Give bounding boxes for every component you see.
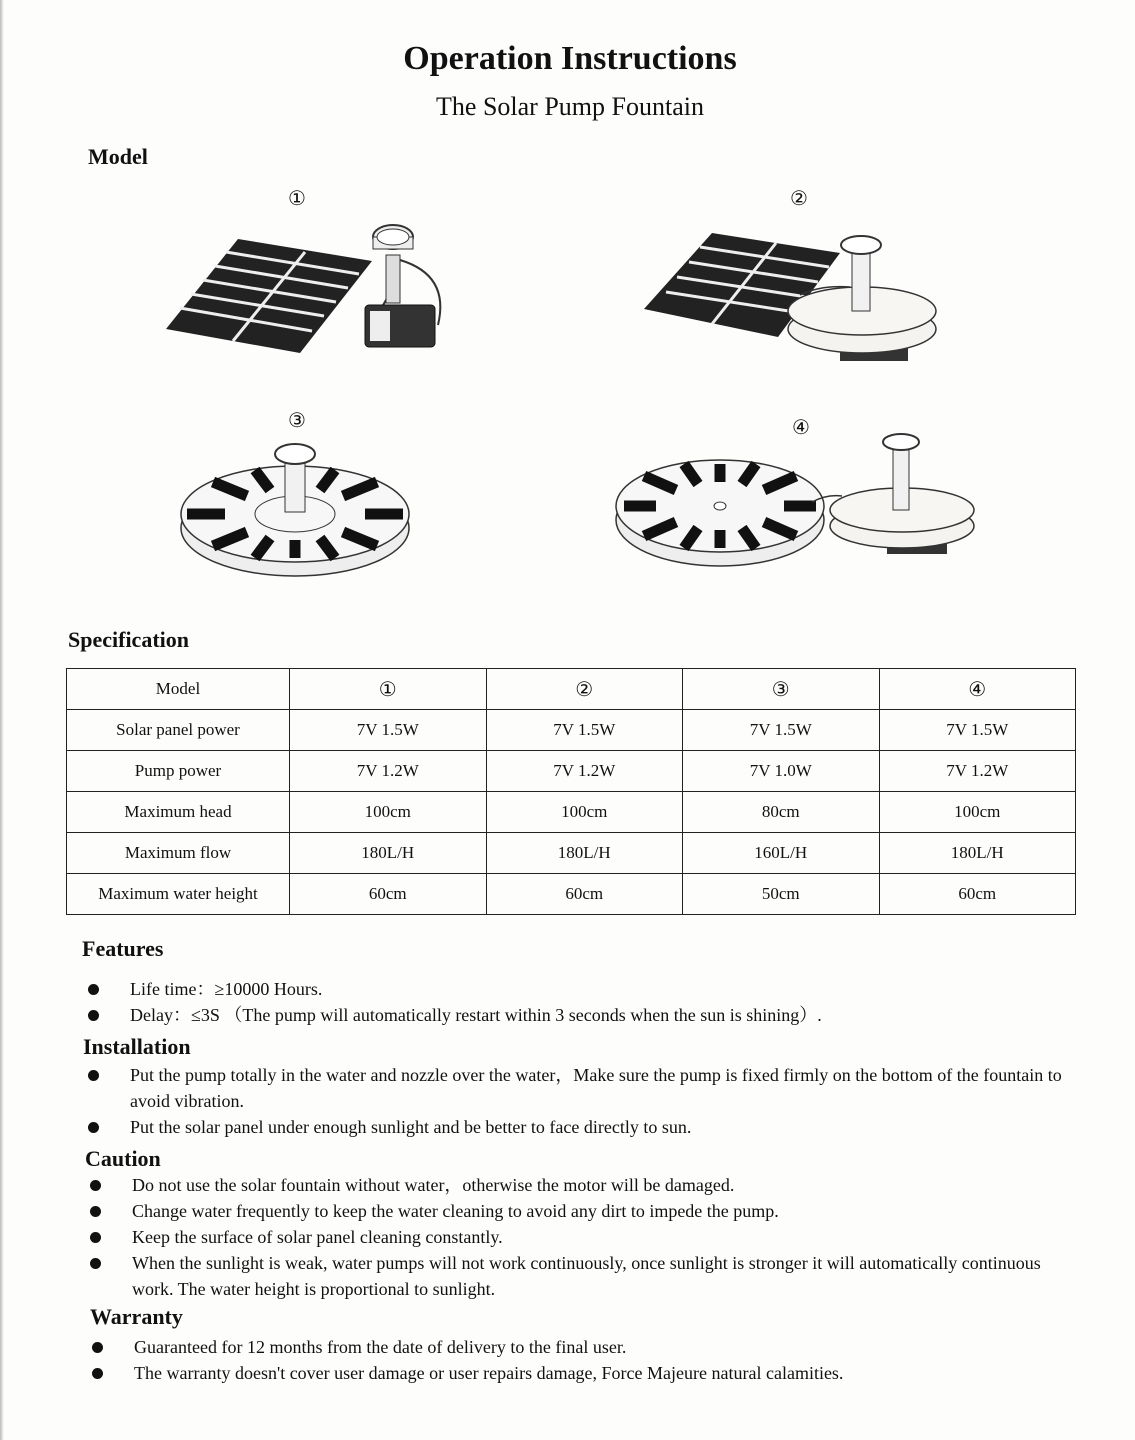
warranty-list: [88, 1334, 1068, 1386]
table-row: [67, 833, 1076, 874]
caution-heading: Caution: [85, 1146, 161, 1171]
table-cell: 80cm: [683, 792, 880, 833]
table-header-cell: ④: [879, 669, 1076, 710]
table-row: [67, 751, 1076, 792]
installation-list: [84, 1062, 1064, 1140]
model-label-1: ①: [288, 188, 306, 210]
round-solar-fountain-image: [181, 444, 409, 576]
list-item: Change water frequently to keep the water cleaning to avoid any dirt to impede the pump.: [86, 1198, 1066, 1224]
table-row: [67, 710, 1076, 751]
table-cell: 7V 1.5W: [486, 710, 683, 751]
list-item: When the sunlight is weak, water pumps will not work continuously, once sunlight is stronger it will automatically continuous work. The water height is proportional to sunlight.: [86, 1250, 1066, 1302]
warranty-heading: Warranty: [90, 1304, 183, 1329]
table-cell: 160L/H: [683, 833, 880, 874]
list-item: Put the pump totally in the water and nozzle over the water，Make sure the pump is fixed firmly on the bottom of the fountain to avoid vibration.: [84, 1062, 1064, 1114]
model-label-4: ④: [792, 417, 810, 439]
installation-heading: Installation: [83, 1034, 191, 1059]
features-heading: Features: [82, 936, 164, 961]
model-3-illustration: [175, 440, 415, 580]
table-header-row: [67, 669, 1076, 710]
specification-table: [66, 668, 1076, 915]
table-cell: 180L/H: [290, 833, 487, 874]
table-header-cell: ①: [290, 669, 487, 710]
page-title: Operation Instructions: [403, 40, 737, 77]
model-1-illustration: [160, 215, 460, 365]
floating-fountain-image: [812, 434, 974, 554]
model-heading: Model: [88, 144, 148, 169]
list-item: Delay：≤3S （The pump will automatically restart within 3 seconds when the sun is shining）.: [84, 1002, 1044, 1028]
specification-heading: Specification: [68, 627, 189, 652]
table-cell: 180L/H: [486, 833, 683, 874]
model-4-illustration: [612, 432, 992, 572]
table-cell: 7V 1.2W: [486, 751, 683, 792]
scan-edge: [0, 0, 4, 1440]
table-header-cell: ③: [683, 669, 880, 710]
table-cell: 7V 1.5W: [879, 710, 1076, 751]
model-2-illustration: [640, 225, 950, 370]
table-cell: 60cm: [879, 874, 1076, 915]
table-cell: 50cm: [683, 874, 880, 915]
pump-image: [365, 225, 440, 347]
row-label: Maximum flow: [67, 833, 290, 874]
row-label: Maximum head: [67, 792, 290, 833]
caution-list: [86, 1172, 1066, 1302]
features-list: [84, 976, 1044, 1028]
model-label-3: ③: [288, 410, 306, 432]
table-cell: 7V 1.5W: [290, 710, 487, 751]
model-label-2: ②: [790, 188, 808, 210]
table-cell: 100cm: [486, 792, 683, 833]
table-cell: 7V 1.2W: [879, 751, 1076, 792]
table-cell: 100cm: [879, 792, 1076, 833]
table-cell: 60cm: [290, 874, 487, 915]
row-label: Pump power: [67, 751, 290, 792]
table-header-cell: ②: [486, 669, 683, 710]
table-cell: 180L/H: [879, 833, 1076, 874]
table-cell: 7V 1.0W: [683, 751, 880, 792]
table-cell: 7V 1.2W: [290, 751, 487, 792]
table-header-cell: Model: [67, 669, 290, 710]
table-cell: 60cm: [486, 874, 683, 915]
table-cell: 100cm: [290, 792, 487, 833]
list-item: Do not use the solar fountain without water，otherwise the motor will be damaged.: [86, 1172, 1066, 1198]
list-item: Put the solar panel under enough sunlight and be better to face directly to sun.: [84, 1114, 1064, 1140]
list-item: Keep the surface of solar panel cleaning constantly.: [86, 1224, 1066, 1250]
solar-panel-image: [166, 239, 372, 353]
table-cell: 7V 1.5W: [683, 710, 880, 751]
table-row: [67, 874, 1076, 915]
round-solar-panel-image: [616, 460, 824, 566]
list-item: Life time：≥10000 Hours.: [84, 976, 1044, 1002]
list-item: Guaranteed for 12 months from the date of delivery to the final user.: [88, 1334, 1068, 1360]
row-label: Maximum water height: [67, 874, 290, 915]
page-subtitle: The Solar Pump Fountain: [436, 92, 704, 121]
list-item: The warranty doesn't cover user damage or user repairs damage, Force Majeure natural calamities.: [88, 1360, 1068, 1386]
row-label: Solar panel power: [67, 710, 290, 751]
table-row: [67, 792, 1076, 833]
